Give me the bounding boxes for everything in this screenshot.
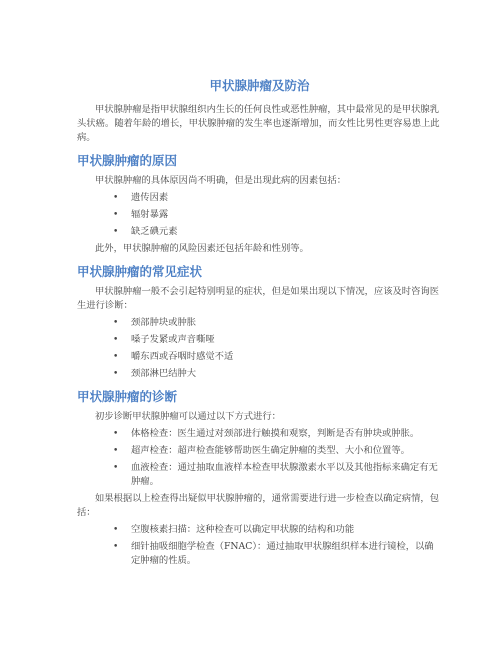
list-item: • 颈部淋巴结肿大 (113, 368, 197, 379)
bullet-icon: • (113, 525, 119, 535)
bullet-icon: • (113, 369, 119, 379)
list-item: • 体格检查：医生通过对颈部进行触摸和观察，判断是否有肿块或肿胀。 (113, 428, 420, 439)
bullet-icon: • (113, 542, 119, 552)
bullet-icon: • (113, 193, 119, 203)
intro-paragraph: 甲状腺肿瘤是指甲状腺组织内生长的任何良性或恶性肿瘤，其中最常见的是甲状腺乳头状癌。随着年龄的增长，甲状腺肿瘤的发生率也逐渐增加，而女性比男性更容易患上此病。 (77, 104, 440, 143)
diagnosis-lead: 初步诊断甲状腺肿瘤可以通过以下方式进行： (95, 411, 281, 422)
section-heading-symptoms: 甲状腺肿瘤的常见症状 (77, 264, 203, 279)
bullet-icon: • (113, 429, 119, 439)
list-item: • 颈部肿块或肿胀 (113, 317, 197, 328)
list-item: • 遗传因素 (113, 192, 169, 203)
symptoms-lead: 甲状腺肿瘤一般不会引起特别明显的症状，但是如果出现以下情况，应该及时咨询医生进行诊断： (77, 286, 439, 311)
bullet-icon: • (113, 352, 119, 362)
list-item: • 嗓子发紧或声音嘶哑 (113, 334, 215, 345)
causes-list (77, 191, 442, 239)
causes-tail: 此外，甲状腺肿瘤的风险因素还包括年龄和性别等。 (95, 243, 309, 254)
diagnosis-followup-list (77, 523, 442, 568)
causes-lead: 甲状腺肿瘤的具体原因尚不明确，但是出现此病的因素包括： (95, 175, 347, 186)
diagnosis-list (77, 427, 442, 489)
section-heading-causes: 甲状腺肿瘤的原因 (77, 153, 178, 168)
bullet-icon: • (113, 210, 119, 220)
list-item: • 超声检查：超声检查能够帮助医生确定肿瘤的类型、大小和位置等。 (113, 445, 410, 456)
list-item: • 血液检查：通过抽取血液样本检查甲状腺激素水平以及其他指标来确定有无肿瘤。 (113, 462, 438, 487)
document-title: 甲状腺肿瘤及防治 (209, 78, 310, 93)
list-item: • 缺乏碘元素 (113, 226, 178, 237)
list-item: • 空腹核素扫描：这种检查可以确定甲状腺的结构和功能 (113, 524, 355, 535)
bullet-icon: • (113, 227, 119, 237)
list-item: • 嚼东西或吞咽时感觉不适 (113, 351, 234, 362)
bullet-icon: • (113, 446, 119, 456)
bullet-icon: • (113, 335, 119, 345)
bullet-icon: • (113, 318, 119, 328)
list-item: • 辐射暴露 (113, 209, 169, 220)
symptoms-list (77, 316, 442, 381)
section-heading-diagnosis: 甲状腺肿瘤的诊断 (77, 389, 178, 404)
diagnosis-followup-lead: 如果根据以上检查得出疑似甲状腺肿瘤的，通常需要进行进一步检查以确定病情，包括： (77, 493, 439, 518)
list-item: • 细针抽吸细胞学检查（FNAC）：通过抽取甲状腺组织样本进行镜检，以确定肿瘤的性质。 (113, 541, 434, 566)
bullet-icon: • (113, 463, 119, 473)
